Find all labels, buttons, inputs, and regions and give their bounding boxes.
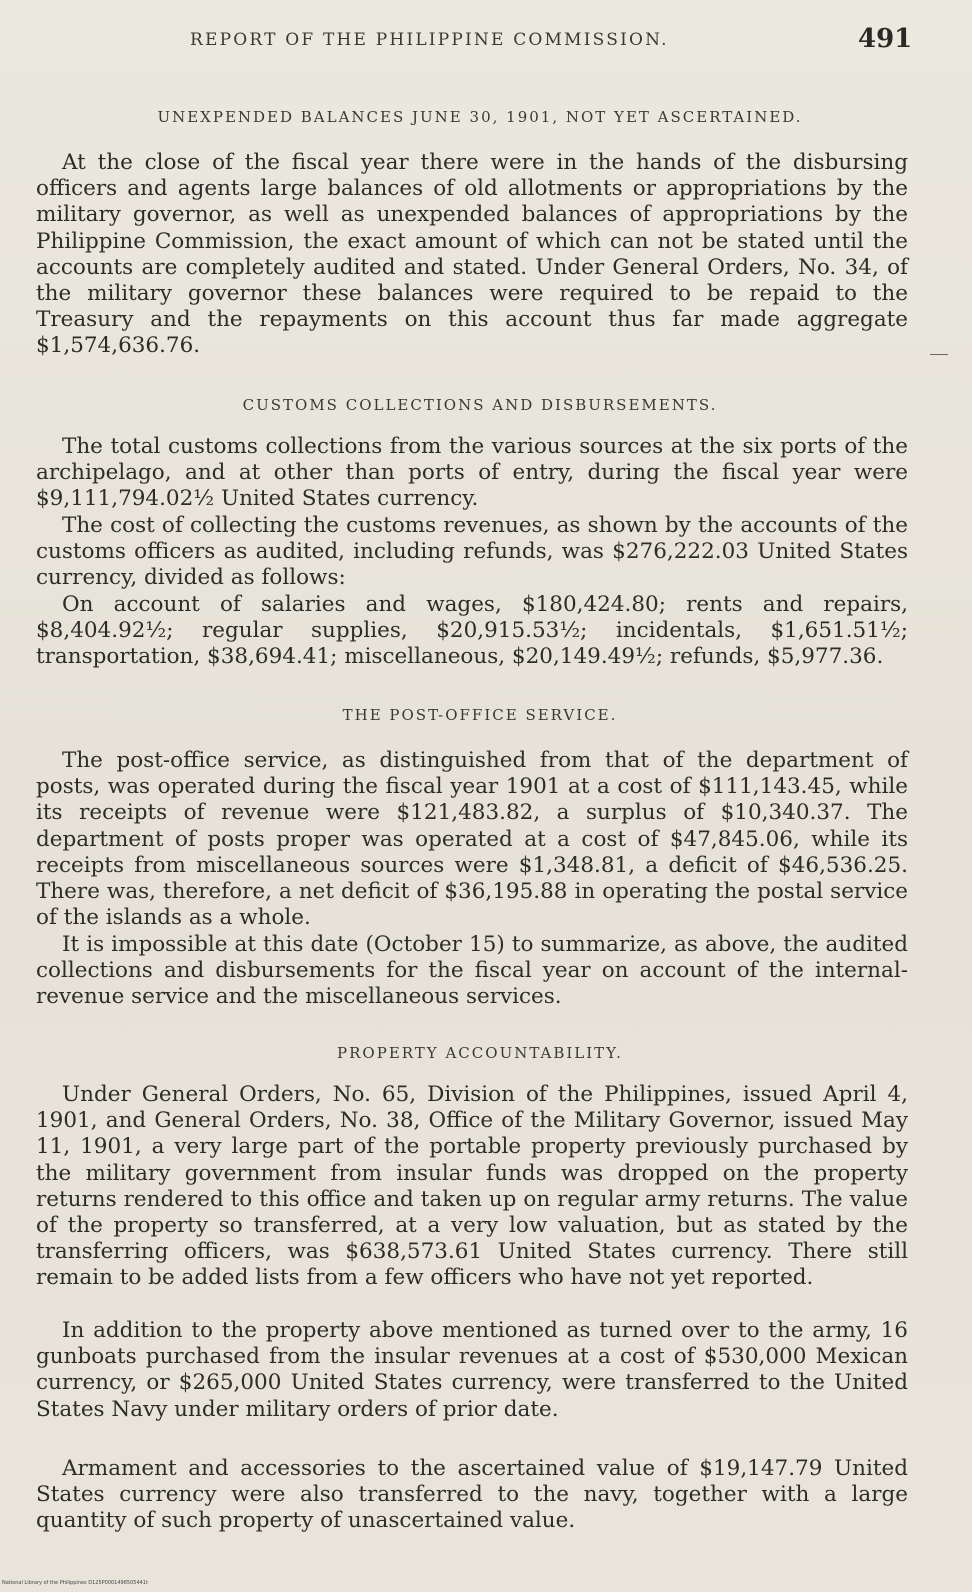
paragraph-customs-total: The total customs collections from the various sources at the six ports of the archipelago, and at other than ports of entry, during the fiscal year were $9,111,794.02½ United States currency. [36,434,908,512]
paragraph-customs-cost: The cost of collecting the customs revenues, as shown by the accounts of the customs officers as audited, including refunds, was $276,222.03 United States currency, divided as follows: [36,513,908,591]
paragraph-unexpended-balances: At the close of the fiscal year there were in the hands of the disbursing officers and agents large balances of old allotments or appropriations by the military governor, as well as unexpended balances of appropriations by the Philippine Commission, the exact amount of which can not be stated until the accounts are completely audited and stated. Under General Orders, No. 34, of the military governor these balances were required to be repaid to the Treasury and the repayments on this account thus far made aggregate $1,574,636.76. [36,150,908,359]
paragraph-post-office-summary: It is impossible at this date (October 15) to summarize, as above, the audited collections and disbursements for the fiscal year on account of the internal-revenue service and the miscellaneous services. [36,932,908,1010]
running-title: REPORT OF THE PHILIPPINE COMMISSION. [190,30,669,50]
paragraph-property-gunboats: In addition to the property above mentioned as turned over to the army, 16 gunboats purchased from the insular revenues at a cost of $530,000 Mexican currency, or $265,000 United States currency, were transferred to the United States Navy under military orders of prior date. [36,1318,908,1422]
section-heading-property: PROPERTY ACCOUNTABILITY. [337,1044,623,1062]
page-number: 491 [858,24,913,54]
section-heading-post-office: THE POST-OFFICE SERVICE. [342,706,618,724]
margin-dash [930,354,948,355]
paragraph-post-office-costs: The post-office service, as distinguished from that of the department of posts, was operated during the fiscal year 1901 at a cost of $111,143.45, while its receipts of revenue were $121,483.82, a surplus of $10,340.37. The department of posts proper was operated at a cost of $47,845.06, while its receipts from miscellaneous sources were $1,348.81, a deficit of $46,536.25. There was, therefore, a net deficit of $36,195.88 in operating the postal service of the islands as a whole. [36,748,908,931]
scan-footer-note: National Library of the Philippines D125P0001496505441t [2,1580,148,1586]
paragraph-property-armament: Armament and accessories to the ascertained value of $19,147.79 United States currency were also transferred to the navy, together with a large quantity of such property of unascertained value. [36,1456,908,1534]
paragraph-customs-breakdown: On account of salaries and wages, $180,424.80; rents and repairs, $8,404.92½; regular supplies, $20,915.53½; incidentals, $1,651.51½; transportation, $38,694.41; miscellaneous, $20,149.49½; refunds, $5,977.36. [36,592,908,670]
section-heading-unexpended-balances: UNEXPENDED BALANCES JUNE 30, 1901, NOT YET ASCERTAINED. [157,108,803,126]
section-heading-customs: CUSTOMS COLLECTIONS AND DISBURSEMENTS. [242,396,718,414]
paragraph-property-orders: Under General Orders, No. 65, Division of the Philippines, issued April 4, 1901, and General Orders, No. 38, Office of the Military Governor, issued May 11, 1901, a very large part of the portable property previously purchased by the military government from insular funds was dropped on the property returns rendered to this office and taken up on regular army returns. The value of the property so transferred, at a very low valuation, but as stated by the transferring officers, was $638,573.61 United States currency. There still remain to be added lists from a few officers who have not yet reported. [36,1082,908,1291]
